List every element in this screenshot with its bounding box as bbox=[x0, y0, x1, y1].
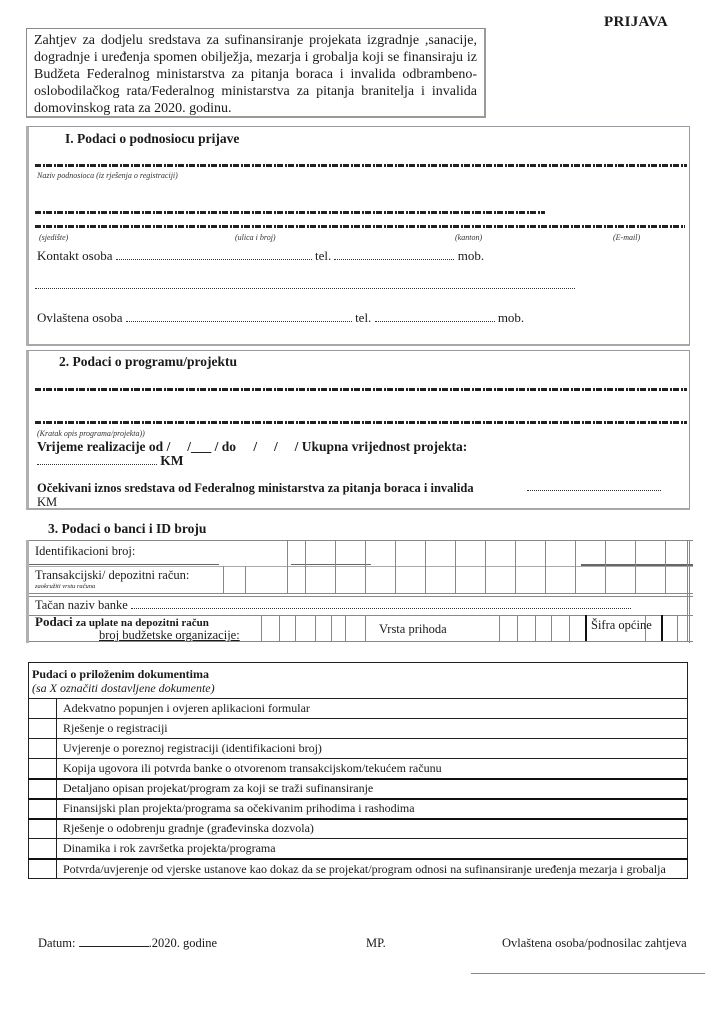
list-item bbox=[29, 739, 688, 759]
date-from-field[interactable]: / /___ / bbox=[166, 439, 219, 454]
contact-tel-label: tel. bbox=[314, 248, 332, 263]
contact-person-label: Kontakt osoba bbox=[37, 248, 113, 263]
municipality-code-label: Šifra općine bbox=[591, 618, 652, 632]
expected-amount-field[interactable] bbox=[527, 490, 661, 491]
list-item bbox=[29, 759, 688, 779]
document-label: Potvrda/uvjerenje od vjerske ustanove kao dokaz da se projekat/program odnosi na sufinansiranje uređenja mezarja i grobalja bbox=[57, 859, 688, 879]
table-grid-line bbox=[29, 593, 693, 594]
contact-extra-field[interactable] bbox=[35, 288, 575, 289]
table-grid-line bbox=[295, 615, 296, 641]
table-grid-line bbox=[279, 615, 280, 641]
list-item bbox=[29, 819, 688, 839]
project-description-line-2[interactable] bbox=[35, 421, 687, 424]
list-item bbox=[29, 699, 688, 719]
document-label: Rješenje o odobrenju gradnje (građevinska dozvola) bbox=[57, 819, 688, 839]
date-row bbox=[38, 936, 217, 951]
date-to-field[interactable]: / / / bbox=[253, 439, 299, 454]
contact-person-field[interactable] bbox=[116, 250, 312, 260]
project-section bbox=[26, 350, 690, 510]
deposit-label: za uplate na depozitni račun bbox=[75, 617, 209, 629]
seat-caption: (sjedište) bbox=[39, 233, 69, 242]
checkbox[interactable] bbox=[29, 799, 57, 819]
address-line-1-field[interactable] bbox=[35, 211, 545, 214]
table-grid-line bbox=[499, 615, 500, 641]
table-grid-line bbox=[29, 596, 693, 597]
total-value-row bbox=[37, 453, 184, 469]
deposit-label-bold: Podaci bbox=[35, 614, 73, 629]
table-grid-line bbox=[315, 615, 316, 641]
checklist-subtitle: (sa X označiti dostavljene dokumente) bbox=[32, 680, 215, 695]
contact-tel-field[interactable] bbox=[334, 250, 454, 260]
checklist-header bbox=[29, 663, 688, 699]
section-title: 2. Podaci o programu/projektu bbox=[59, 354, 238, 369]
deposit-row-label bbox=[35, 616, 240, 641]
contact-person-row bbox=[37, 248, 484, 264]
email-caption: (E-mail) bbox=[613, 233, 641, 242]
authorized-person-label: Ovlaštena osoba bbox=[37, 310, 123, 325]
checkbox[interactable] bbox=[29, 819, 57, 839]
document-label: Kopija ugovora ili potvrda banke o otvorenom transakcijskom/tekućem računu bbox=[57, 759, 688, 779]
revenue-type-label: Vrsta prihoda bbox=[379, 622, 447, 636]
total-value-currency: KM bbox=[160, 453, 184, 468]
table-grid-line bbox=[261, 615, 262, 641]
intro-box bbox=[26, 28, 486, 118]
total-value-label: Ukupna vrijednost projekta: bbox=[301, 439, 468, 454]
signature-field[interactable] bbox=[471, 973, 705, 974]
table-grid-line bbox=[29, 564, 219, 565]
table-grid-line bbox=[291, 564, 371, 565]
applicant-name-field[interactable] bbox=[35, 164, 687, 167]
applicant-section bbox=[26, 126, 690, 346]
document-label: Adekvatno popunjen i ovjeren aplikacioni formular bbox=[57, 699, 688, 719]
table-grid-line bbox=[551, 615, 552, 641]
table-grid-line bbox=[29, 540, 693, 541]
authorized-person-row bbox=[37, 310, 524, 326]
account-hint: zaokružiti vrstu računa bbox=[35, 583, 96, 590]
bank-table bbox=[26, 540, 690, 643]
account-label: Transakcijski/ depozitni račun: bbox=[35, 568, 190, 582]
table-grid-line bbox=[569, 615, 570, 641]
table-grid-line bbox=[585, 615, 587, 641]
checkbox[interactable] bbox=[29, 759, 57, 779]
year-suffix: .2020. godine bbox=[148, 936, 218, 950]
checkbox[interactable] bbox=[29, 699, 57, 719]
checkbox[interactable] bbox=[29, 719, 57, 739]
checkbox[interactable] bbox=[29, 779, 57, 799]
list-item bbox=[29, 779, 688, 799]
date-field[interactable] bbox=[79, 936, 149, 947]
date-label: Datum: bbox=[38, 936, 76, 950]
authorized-person-field[interactable] bbox=[126, 312, 352, 322]
authorized-tel-field[interactable] bbox=[375, 312, 495, 322]
address-line-2-field[interactable] bbox=[35, 225, 685, 228]
authorized-mob-label: mob. bbox=[497, 310, 525, 325]
document-label: Dinamika i rok završetka projekta/programa bbox=[57, 839, 688, 859]
checklist-title: Pudaci o priloženim dokumentima bbox=[32, 666, 210, 681]
project-description-line-1[interactable] bbox=[35, 388, 687, 391]
form-type-title: PRIJAVA bbox=[604, 14, 669, 30]
realization-label: Vrijeme realizacije od bbox=[37, 439, 164, 454]
contact-mob-label: mob. bbox=[457, 248, 485, 263]
intro-text: Zahtjev za dodjelu sredstava za sufinansiranje projekata izgradnje ,sanacije, dogradnje i uređenja spomen obilježja, mezarja i grobalja koji se finansiraju iz Budžeta Federalnog ministarstva za pitanja boraca i invalida odbrambeno-oslobodilačkog rata/Federalnog ministarstva za pitanja branitelja i invalida domovinskog rata za 2020. godinu. bbox=[34, 33, 477, 116]
to-label: do bbox=[221, 439, 236, 454]
id-number-label: Identifikacioni broj: bbox=[35, 544, 136, 558]
table-grid-line bbox=[517, 615, 518, 641]
checkbox[interactable] bbox=[29, 839, 57, 859]
checkbox[interactable] bbox=[29, 859, 57, 879]
list-item bbox=[29, 859, 688, 879]
expected-amount-currency: KM bbox=[37, 495, 58, 509]
table-grid-line bbox=[331, 615, 332, 641]
document-label: Uvjerenje o poreznoj registraciji (identifikacioni broj) bbox=[57, 739, 688, 759]
documents-checklist bbox=[28, 662, 688, 879]
street-caption: (ulica i broj) bbox=[235, 233, 276, 242]
table-grid-line bbox=[345, 615, 346, 641]
canton-caption: (kanton) bbox=[455, 233, 483, 242]
bank-name-label: Tačan naziv banke bbox=[35, 598, 128, 612]
document-label: Rješenje o registraciji bbox=[57, 719, 688, 739]
expected-amount-label: Očekivani iznos sredstava od Federalnog ministarstva za pitanja boraca i invalida bbox=[37, 481, 474, 495]
project-description-caption: (Kratak opis programa/projekta)) bbox=[37, 429, 145, 438]
list-item bbox=[29, 719, 688, 739]
table-grid-line bbox=[661, 615, 663, 641]
document-label: Finansijski plan projekta/programa sa očekivanim prihodima i rashodima bbox=[57, 799, 688, 819]
signature-label: Ovlaštena osoba/podnosilac zahtjeva bbox=[502, 936, 687, 950]
table-grid-line bbox=[365, 615, 366, 641]
table-grid-line bbox=[535, 615, 536, 641]
checkbox[interactable] bbox=[29, 739, 57, 759]
budget-org-label: broj budžetske organizacije: bbox=[99, 628, 240, 642]
table-grid-line bbox=[677, 615, 678, 641]
stamp-label: MP. bbox=[366, 936, 386, 950]
section-title: I. Podaci o podnosiocu prijave bbox=[65, 131, 240, 146]
list-item bbox=[29, 839, 688, 859]
applicant-name-caption: Naziv podnosioca (iz rješenja o registraciji) bbox=[37, 171, 178, 180]
bank-name-row bbox=[35, 598, 631, 613]
authorized-tel-label: tel. bbox=[355, 310, 372, 325]
document-label: Detaljano opisan projekat/program za koji se traži sufinansiranje bbox=[57, 779, 688, 799]
list-item bbox=[29, 799, 688, 819]
bank-name-field[interactable] bbox=[131, 599, 631, 609]
total-value-field[interactable] bbox=[37, 455, 157, 465]
bank-section-title: 3. Podaci o banci i ID broju bbox=[48, 521, 207, 536]
